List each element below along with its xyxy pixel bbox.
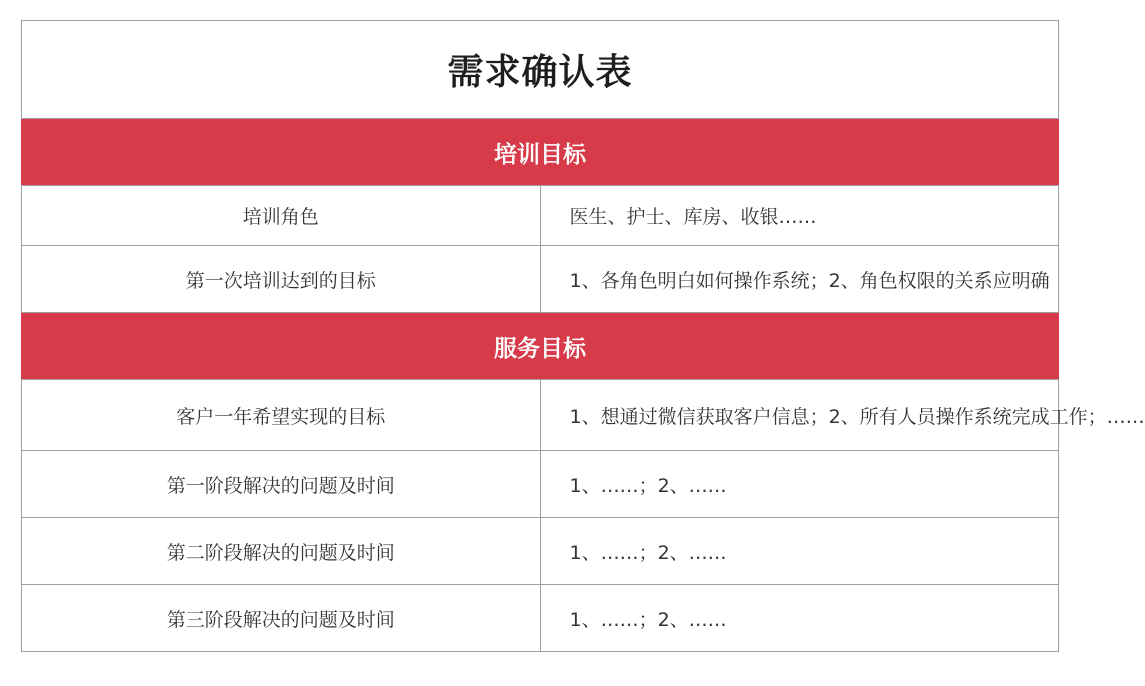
row-label: 第三阶段解决的问题及时间	[22, 585, 541, 652]
row-value: 1、想通过微信获取客户信息；2、所有人员操作系统完成工作；……	[540, 380, 1059, 451]
table-title: 需求确认表	[22, 21, 1059, 119]
title-row	[22, 21, 1059, 119]
row-value: 1、……；2、……	[540, 518, 1059, 585]
table-row	[22, 585, 1059, 652]
section-header-row	[22, 119, 1059, 186]
table-row	[22, 246, 1059, 313]
row-label: 第二阶段解决的问题及时间	[22, 518, 541, 585]
row-label: 客户一年希望实现的目标	[22, 380, 541, 451]
section-heading-service: 服务目标	[22, 313, 1059, 380]
row-label: 第一次培训达到的目标	[22, 246, 541, 313]
row-value: 1、各角色明白如何操作系统；2、角色权限的关系应明确	[540, 246, 1059, 313]
table-row	[22, 451, 1059, 518]
table-row	[22, 518, 1059, 585]
row-label: 培训角色	[22, 186, 541, 246]
row-value: 1、……；2、……	[540, 451, 1059, 518]
row-value: 医生、护士、库房、收银……	[540, 186, 1059, 246]
table-row	[22, 380, 1059, 451]
table-row	[22, 186, 1059, 246]
row-value: 1、……；2、……	[540, 585, 1059, 652]
requirements-table	[21, 20, 1145, 652]
row-label: 第一阶段解决的问题及时间	[22, 451, 541, 518]
section-header-row	[22, 313, 1059, 380]
section-heading-training: 培训目标	[22, 119, 1059, 186]
